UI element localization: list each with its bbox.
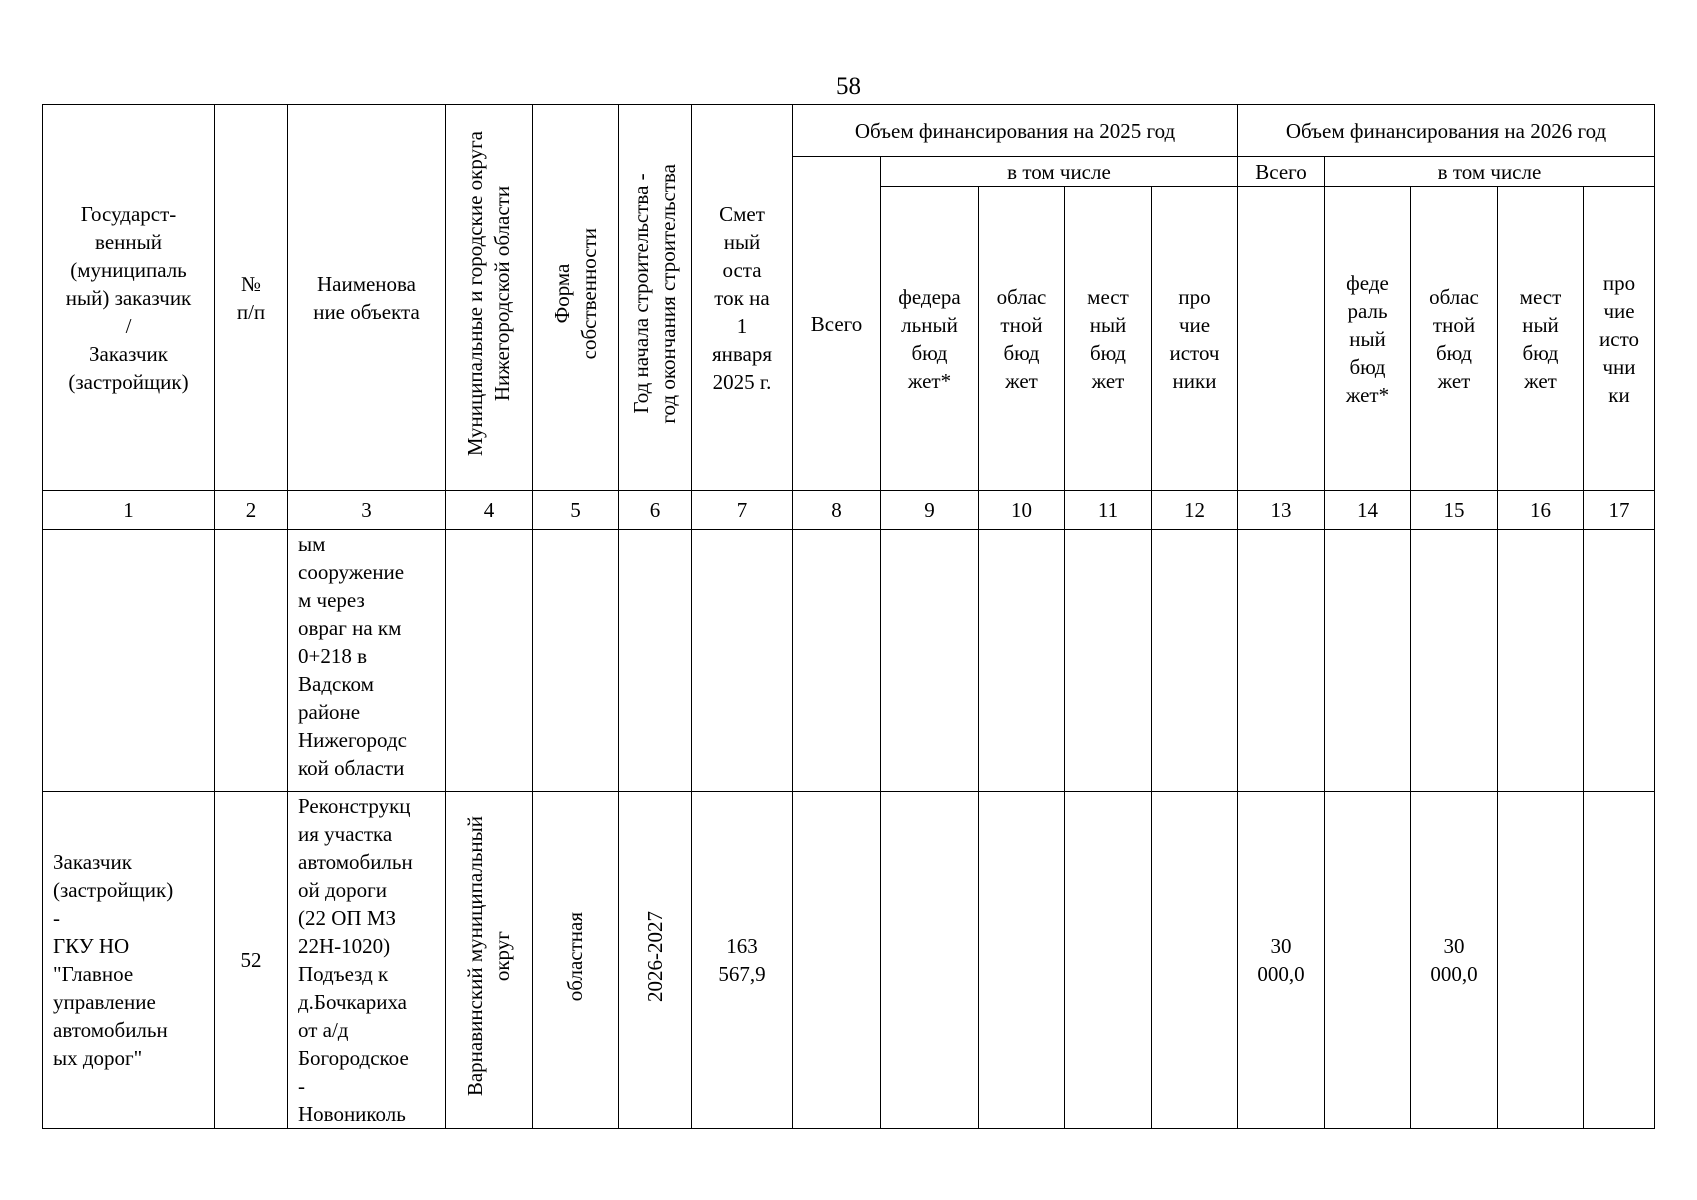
column-number: 3: [288, 491, 446, 530]
header-object-name: Наименова ние объекта: [288, 105, 446, 491]
ownership-cell: [533, 530, 619, 792]
federal-2026-cell: [1325, 530, 1411, 792]
header-estimated-remainder: Смет ный оста ток на 1 января 2025 г.: [692, 105, 793, 491]
ownership-cell: [533, 792, 619, 1129]
header-districts-cell: [446, 105, 533, 491]
object-name-cell: Реконструкц ия участка автомобильн ой дороги (22 ОП МЗ 22Н-1020) Подъезд к д.Бочкариха от а/д Богородское - Новониколь: [288, 792, 446, 1129]
other-2025-cell: [1152, 792, 1238, 1129]
header-regional-2026: облас тной бюд жет: [1411, 187, 1498, 491]
object-name-cell: ым сооружение м через овраг на км 0+218 в Вадском районе Нижегородс кой области: [288, 530, 446, 792]
federal-2025-cell: [881, 792, 979, 1129]
column-number: 1: [43, 491, 215, 530]
header-regional-2025: облас тной бюд жет: [979, 187, 1065, 491]
header-ownership-cell: [533, 105, 619, 491]
column-number: 6: [619, 491, 692, 530]
table-row: [43, 792, 1655, 1129]
header-customer: Государст- венный (муниципаль ный) заказчик / Заказчик (застройщик): [43, 105, 215, 491]
local-2025-cell: [1065, 792, 1152, 1129]
regional-2025-cell: [979, 792, 1065, 1129]
header-federal-2026: феде раль ный бюд жет*: [1325, 187, 1411, 491]
header-ownership: Форма собственности: [549, 228, 601, 360]
regional-2025-cell: [979, 530, 1065, 792]
total-2025-cell: [793, 530, 881, 792]
header-federal-2025: федера льный бюд жет*: [881, 187, 979, 491]
item-number-cell: 52: [215, 792, 288, 1129]
total-2026-cell: [1238, 530, 1325, 792]
local-2026-cell: [1498, 792, 1584, 1129]
table-row: [43, 530, 1655, 792]
customer-cell: [43, 530, 215, 792]
column-number-row: [43, 491, 1655, 530]
header-item-number: № п/п: [215, 105, 288, 491]
federal-2025-cell: [881, 530, 979, 792]
header-including-2025: в том числе: [881, 157, 1238, 187]
years-cell: [619, 530, 692, 792]
column-number: 4: [446, 491, 533, 530]
column-number: 2: [215, 491, 288, 530]
column-number: 11: [1065, 491, 1152, 530]
column-number: 8: [793, 491, 881, 530]
district-cell: [446, 792, 533, 1129]
years-cell: [619, 792, 692, 1129]
local-2025-cell: [1065, 530, 1152, 792]
header-other-2026: про чие исто чни ки: [1584, 187, 1655, 491]
header-other-2025: про чие источ ники: [1152, 187, 1238, 491]
header-local-2025: мест ный бюд жет: [1065, 187, 1152, 491]
page-number: 58: [836, 73, 861, 100]
item-number-cell: [215, 530, 288, 792]
column-number: 17: [1584, 491, 1655, 530]
column-number: 5: [533, 491, 619, 530]
header-years: Год начала строительства - год окончания строительства: [629, 164, 680, 424]
regional-2026-cell: 30 000,0: [1411, 792, 1498, 1129]
customer-cell: Заказчик (застройщик) - ГКУ НО "Главное управление автомобильн ых дорог": [43, 792, 215, 1129]
header-years-cell: [619, 105, 692, 491]
header-total-2026: Всего: [1238, 157, 1325, 187]
other-2025-cell: [1152, 530, 1238, 792]
ownership-text: областная: [563, 911, 587, 1002]
column-number: 16: [1498, 491, 1584, 530]
federal-2026-cell: [1325, 792, 1411, 1129]
column-number: 15: [1411, 491, 1498, 530]
financing-table: [42, 104, 1655, 1129]
column-number: 14: [1325, 491, 1411, 530]
header-financing-2025: Объем финансирования на 2025 год: [793, 105, 1238, 157]
total-2025-cell: [793, 792, 881, 1129]
header-districts: Муниципальные и городские округа Нижегородской области: [463, 131, 514, 457]
remainder-cell: 163 567,9: [692, 792, 793, 1129]
local-2026-cell: [1498, 530, 1584, 792]
header-total-2025: Всего: [793, 157, 881, 491]
column-number: 13: [1238, 491, 1325, 530]
other-2026-cell: [1584, 530, 1655, 792]
years-text: 2026-2027: [642, 911, 667, 1002]
column-number: 10: [979, 491, 1065, 530]
district-text: Варнавинский муниципальный округ: [463, 816, 514, 1097]
header-local-2026: мест ный бюд жет: [1498, 187, 1584, 491]
column-number: 12: [1152, 491, 1238, 530]
district-cell: [446, 530, 533, 792]
column-number: 9: [881, 491, 979, 530]
total-2026-cell: 30 000,0: [1238, 792, 1325, 1129]
other-2026-cell: [1584, 792, 1655, 1129]
regional-2026-cell: [1411, 530, 1498, 792]
header-including-2026: в том числе: [1325, 157, 1655, 187]
column-number: 7: [692, 491, 793, 530]
header-financing-2026: Объем финансирования на 2026 год: [1238, 105, 1655, 157]
remainder-cell: [692, 530, 793, 792]
header-total-2026-blank: [1238, 187, 1325, 491]
